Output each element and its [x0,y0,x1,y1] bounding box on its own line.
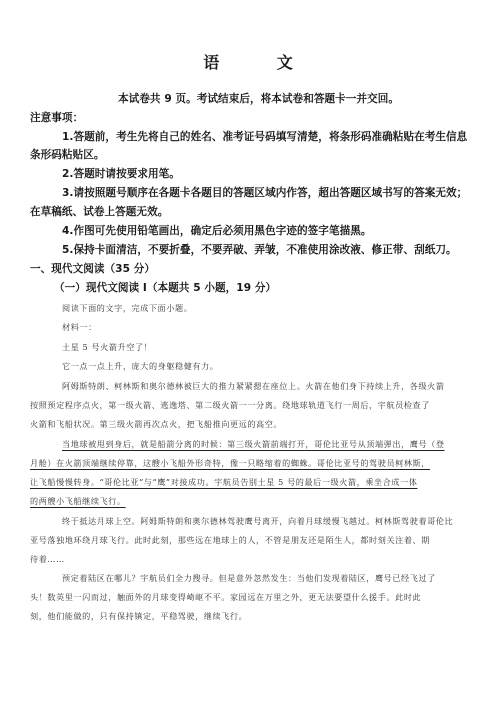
notice-item-1: 1.答题前，考生先将自己的姓名、准考证号码填写清楚，将条形码准确粘贴在考生信息 [62,131,468,143]
paragraph-5: 终于抵达月球上空。阿姆斯特朗和奥尔德林驾驶鹰号离开，向着月球缓慢飞越过。柯林斯驾驶着哥伦比 [62,516,454,526]
paragraph-5-line-2: 亚号落独地环绕月球飞行。此时此刻，那些远在地球上的人，不管是朋友还是陌生人，都时刻关注着、期 [30,535,430,545]
notice-item-3-cont: 在草稿纸、试卷上答题无效。 [30,206,169,218]
paragraph-6-line-3: 刻，他们能做的，只有保持镇定，平稳驾驶，继续飞行。 [30,611,248,621]
paragraph-3-line-3: 火箭和飞船状况。第三级火箭再次点火，把飞船推向更远的高空。 [30,419,283,429]
paragraph-4-underlined: 当地球被甩到身后，就是船箭分离的时候：第三级火箭前端打开，哥伦比亚号从顶端弹出，鹰号（登 [62,439,445,449]
page-title: 语 文 [203,53,319,72]
notice-item-5: 5.保持卡面清洁，不要折叠，不要弄破、弄皱，不准使用涂改液、修正带、刮纸刀。 [62,244,457,256]
paragraph-1: 土星 5 号火箭升空了！ [62,342,153,352]
paragraph-4-line-2-underlined: 月舱）在火箭顶端继续停靠，这艘小飞船外形奇特，像一只略缩着的蜘蛛。哥伦比亚号的驾驶员柯林斯， [30,458,430,468]
intro-text: 本试卷共 9 页。考试结束后，将本试卷和答题卡一并交回。 [118,93,399,105]
notice-item-2: 2.答题时请按要求用笔。 [62,168,180,180]
paragraph-4-line-4-underlined: 的两艘小飞船继续飞行。 [30,496,126,506]
notice-item-1-cont: 条形码粘贴区。 [30,149,105,161]
paragraph-5-line-3: 待着…… [30,554,65,564]
paragraph-2: 它一点一点上升，庞大的身躯稳健有力。 [62,361,219,371]
subsection-heading: （一）现代文阅读 I（本题共 5 小题，19 分） [54,282,277,294]
paragraph-4-line-3-underlined: 让飞船慢慢转身。“哥伦比亚”与“鹰”对接成功。宇航员告别土星 5 号的最后一级火箭，乘坐合成一体 [30,477,418,487]
section-heading: 一、现代文阅读（35 分） [30,263,156,275]
paragraph-6-line-2: 头！数英里一闪而过，触面外的月球变得崎岖不平。家园远在万里之外，更无法要望什么援手。此时此 [30,592,422,602]
paragraph-3: 阿姆斯特朗、柯林斯和奥尔德林被巨大的推力紧紧摁在座位上。火箭在他们身下持续上升，各级火箭 [62,381,445,391]
paragraph-6: 预定着陆区在哪儿？宇航员们全力搜寻。但是意外忽然发生：当他们发现着陆区，鹰号已经飞过了 [62,573,436,583]
notice-heading: 注意事项： [30,112,84,124]
notice-item-3: 3.请按照题号顺序在各题卡各题目的答题区域内作答，超出答题区域书写的答案无效； [62,187,468,199]
notice-item-4: 4.作图可先使用铅笔画出，确定后必须用黑色字迹的签字笔描黑。 [62,225,372,237]
material-label: 材料一： [62,322,97,332]
reading-instruction: 阅读下面的文字，完成下面小题。 [62,303,193,313]
paragraph-3-line-2: 按照预定程序点火，第一级火箭、逃逸塔、第二级火箭一一分离。绕地球轨道飞行一周后，宇航员检查了 [30,400,430,410]
